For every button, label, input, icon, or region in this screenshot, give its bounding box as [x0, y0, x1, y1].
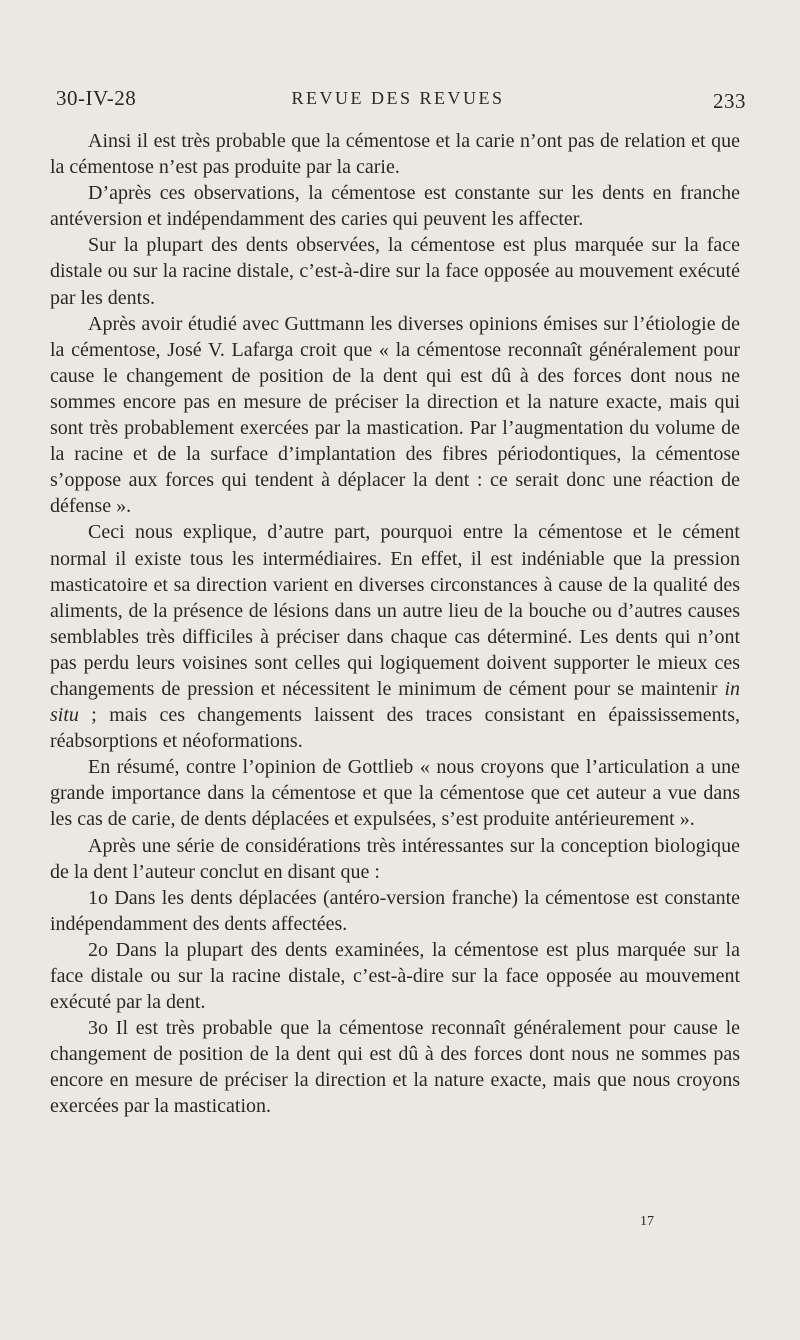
- conclusion-item-3: 3o Il est très probable que la cémentose reconnaît généralement pour cause le changement de position de la dent qui est dû à des forces dont nous ne sommes pas encore en mesure de préciser la direction et la nature exacte, mais que nous croyons exercées par la mastication.: [50, 1017, 740, 1118]
- italic-phrase: in situ: [50, 677, 740, 727]
- body-text: [50, 128, 740, 1120]
- page-number: 233: [713, 89, 746, 113]
- running-title: REVUE DES REVUES: [291, 88, 505, 108]
- paragraph-text: Ceci nous explique, d’autre part, pourquoi entre la cémentose et le cément normal il existe tous les intermédiaires. En effet, il est indéniable que la pression masticatoire et sa direction varient en diverses circonstances à cause de la qualité des aliments, de la présence de lésions dans un autre lieu de la bouche ou d’autres causes semblables très difficiles à préciser dans chaque cas déterminé. Les dents qui n’ont pas perdu leurs voisines sont celles qui logiquement doivent supporter le mieux ces changements de pression et nécessitent le minimum de cément pour se maintenir: [50, 521, 740, 700]
- paragraph: Après une série de considérations très intéressantes sur la conception biologique de la dent l’auteur conclut en disant que :: [50, 834, 740, 883]
- signature-mark: 17: [640, 1214, 654, 1229]
- paragraph-text: ; mais ces changements laissent des traces consistant en épaississements, réabsorptions et néoformations.: [50, 704, 740, 753]
- paragraph: D’après ces observations, la cémentose est constante sur les dents en franche antéversion et indépendamment des caries qui peuvent les affecter.: [50, 182, 740, 231]
- conclusion-item-2: 2o Dans la plupart des dents examinées, la cémentose est plus marquée sur la face distale ou sur la racine distale, c’est-à-dire sur la face opposée au mouvement exécuté par la dent.: [50, 938, 740, 1014]
- header-date: 30-IV-28: [56, 86, 137, 110]
- paragraph: En résumé, contre l’opinion de Gottlieb « nous croyons que l’articulation a une grande importance dans la cémentose et que la cémentose que cet auteur a vue dans les cas de carie, de dents déplacées et expulsées, s’est produite antérieurement ».: [50, 756, 740, 831]
- paragraph: Sur la plupart des dents observées, la cémentose est plus marquée sur la face distale ou sur la racine distale, c’est-à-dire sur la face opposée au mouvement exécuté par les dents.: [50, 234, 740, 309]
- conclusion-item-1: 1o Dans les dents déplacées (antéro-version franche) la cémentose est constante indépendamment des dents affectées.: [50, 886, 740, 935]
- running-header: [56, 86, 746, 116]
- paragraph: Ainsi il est très probable que la cémentose et la carie n’ont pas de relation et que la cémentose n’est pas produite par la carie.: [50, 130, 740, 179]
- paragraph: [50, 519, 740, 754]
- paragraph: Après avoir étudié avec Guttmann les diverses opinions émises sur l’étiologie de la cémentose, José V. Lafarga croit que « la cémentose reconnaît généralement pour cause le changement de position de la dent qui est dû à des forces dont nous ne sommes encore pas en mesure de préciser la direction et la nature exacte, mais qui sont très probablement exercées par la mastication. Par l’augmentation du volume de la racine et de la surface d’implantation des fibres périodontiques, la cémentose s’oppose aux forces qui tendent à déplacer la dent : ce serait donc une réaction de défense ».: [50, 312, 740, 518]
